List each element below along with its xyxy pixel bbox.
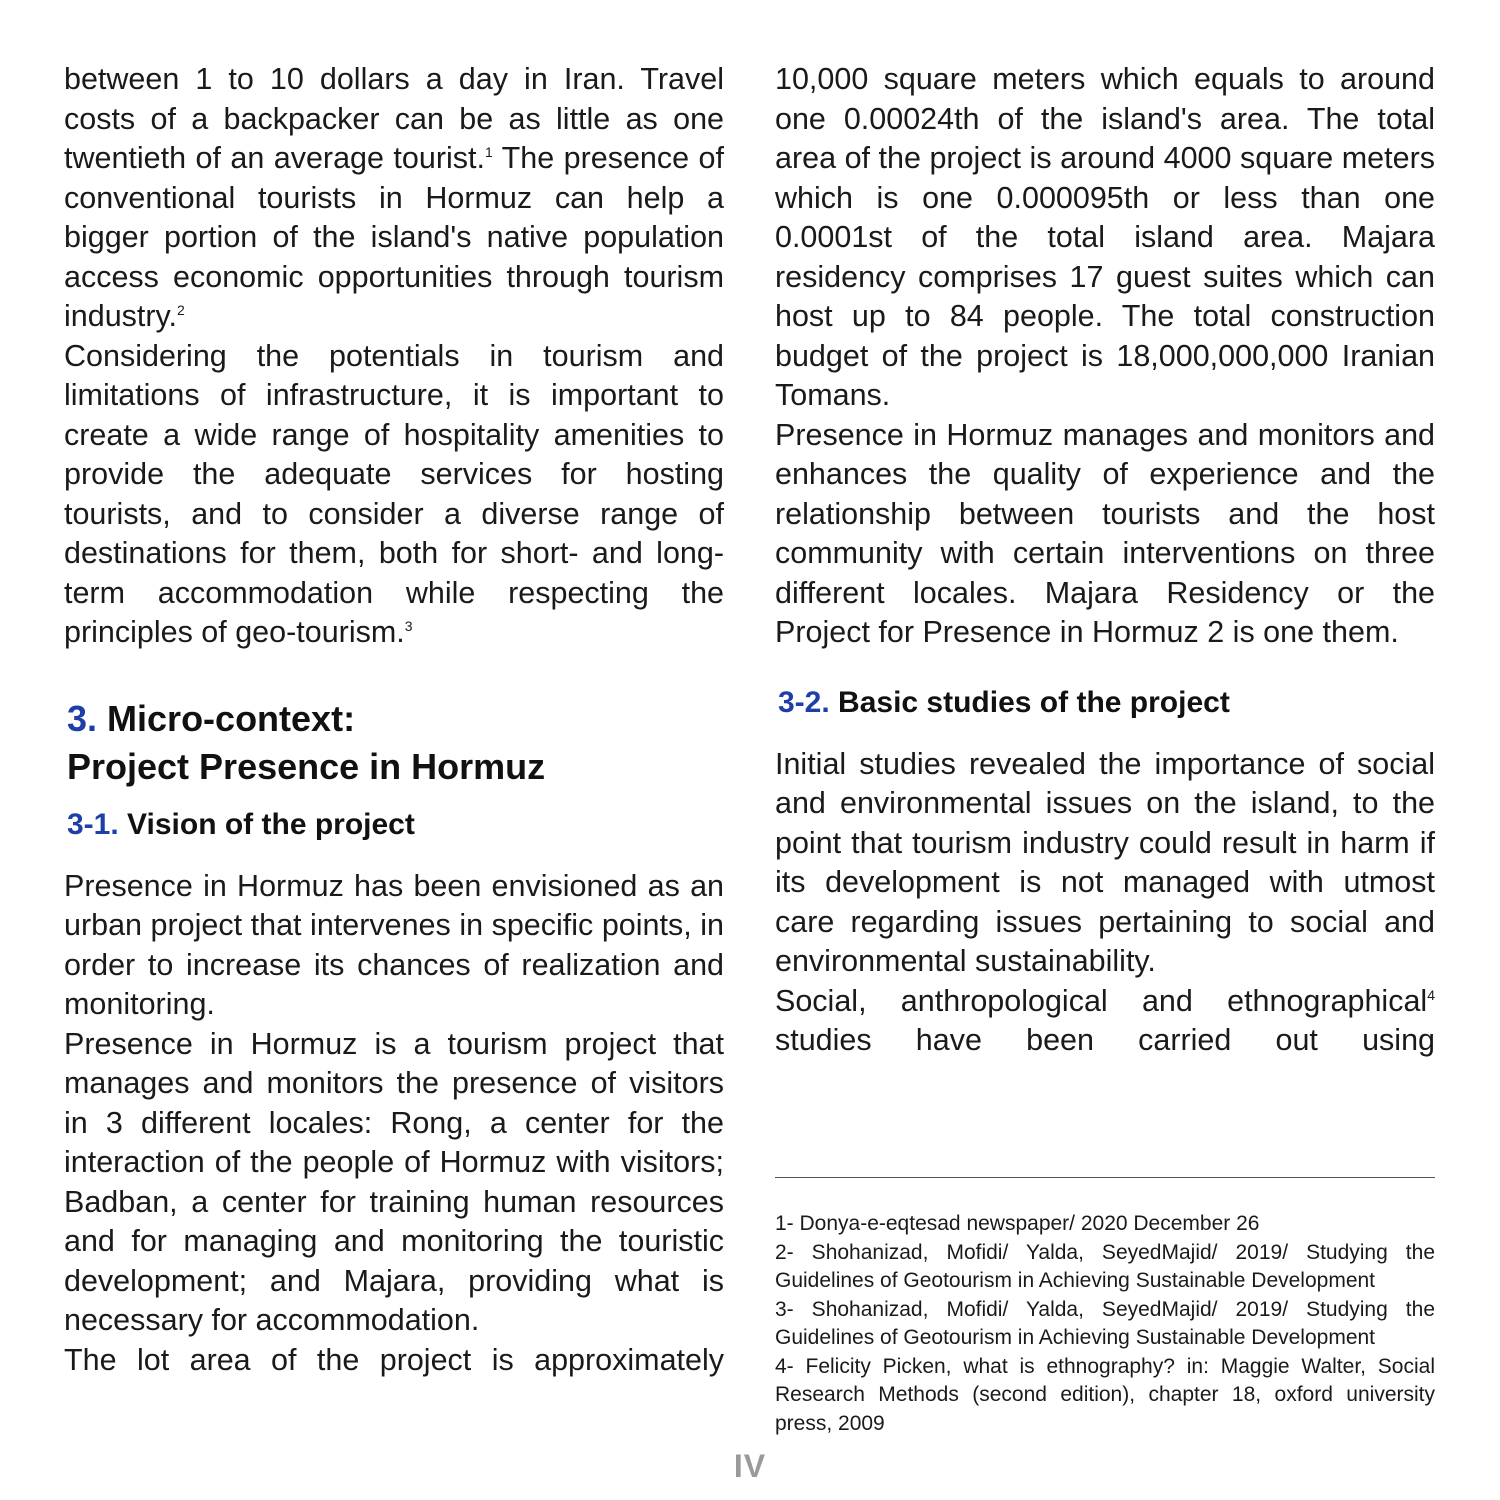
paragraph-text: Considering the potentials in tourism and limitations of infrastructure, it is important to create a wide range of hospitality amenities to provide the adequate services for hosting tourists, and to consider a diverse range of destinations for them, both for short- and long-term accommodation while respecting the principles of geo-tourism. (64, 338, 724, 649)
subsection-title: Basic studies of the project (838, 685, 1230, 719)
footnotes (775, 1210, 1435, 1438)
paragraph-social-studies (775, 982, 1435, 1061)
paragraph-text: The presence of conventional tourists in Hormuz can help a bigger portion of the island's native population access economic opportunities through tourism industry. (64, 141, 724, 333)
footnote-2: 2- Shohanizad, Mofidi/ Yalda, SeyedMajid/ 2019/ Studying the Guidelines of Geotourism in Achieving Sustainable Development (775, 1240, 1435, 1292)
page-number: IV (733, 1448, 767, 1484)
right-column (775, 60, 1435, 1061)
footnote-ref-3[interactable]: 3 (404, 617, 413, 634)
footnote-ref-4[interactable]: 4 (1427, 986, 1435, 1003)
subsection-heading-basic-studies (778, 683, 1435, 723)
subsection-number: 3-2. (778, 685, 830, 719)
subsection-title: Vision of the project (127, 807, 415, 841)
section-title-line1: Micro-context: (107, 697, 356, 739)
paragraph-potentials (64, 337, 724, 653)
footnote-divider (775, 1177, 1435, 1178)
paragraph-text: studies have been carried out using (775, 1023, 1435, 1057)
footnote-1: 1- Donya-e-eqtesad newspaper/ 2020 December 26 (775, 1212, 1260, 1235)
left-column (64, 60, 724, 1380)
subsection-heading-vision (67, 805, 724, 845)
paragraph-lot-area: The lot area of the project is approximately (64, 1342, 724, 1377)
footnote-4: 4- Felicity Picken, what is ethnography? in: Maggie Walter, Social Research Methods (second edition), chapter 18, oxford university press, 2009 (775, 1354, 1435, 1435)
paragraph-vision: Presence in Hormuz has been envisioned as an urban project that intervenes in specific points, in order to increase its chances of realization and monitoring. (64, 868, 724, 1021)
paragraph-locales: Presence in Hormuz is a tourism project that manages and monitors the presence of visitors in 3 different locales: Rong, a center for the interaction of the people of Hormuz with visitors; Badban, a center for training human resources and for managing and monitoring the touristic development; and Majara, providing what is necessary for accommodation. (64, 1026, 724, 1337)
paragraph-tourism-costs (64, 60, 724, 337)
paragraph-area-budget: 10,000 square meters which equals to around one 0.00024th of the island's area. The total area of the project is around 4000 square meters which is one 0.000095th or less than one 0.0001st of the total island area. Majara residency comprises 17 guest suites which can host up to 84 people. The total construction budget of the project is 18,000,000,000 Iranian Tomans. (775, 62, 1435, 412)
paragraph-text: Social, anthropological and ethnographical (775, 983, 1428, 1018)
section-heading (67, 695, 724, 791)
footnote-ref-2[interactable]: 2 (177, 301, 185, 318)
section-number: 3. (67, 697, 98, 739)
section-title-line2: Project Presence in Hormuz (67, 745, 546, 787)
paragraph-text: between 1 to 10 dollars a day in Iran. Travel costs of a backpacker can be as little as one twentieth of an average tourist. (64, 62, 724, 175)
footnote-3: 3- Shohanizad, Mofidi/ Yalda, SeyedMajid/ 2019/ Studying the Guidelines of Geotourism in Achieving Sustainable Development (775, 1297, 1435, 1349)
paragraph-initial-studies: Initial studies revealed the importance of social and environmental issues on the island, to the point that tourism industry could result in harm if its development is not managed with utmost care regarding issues pertaining to social and environmental sustainability. (775, 746, 1435, 978)
paragraph-presence-manages: Presence in Hormuz manages and monitors and enhances the quality of experience and the relationship between tourists and the host community with certain interventions on three different locales. Majara Residency or the Project for Presence in Hormuz 2 is one them. (775, 417, 1435, 649)
subsection-number: 3-1. (67, 807, 119, 841)
footnote-ref-1[interactable]: 1 (484, 143, 493, 160)
